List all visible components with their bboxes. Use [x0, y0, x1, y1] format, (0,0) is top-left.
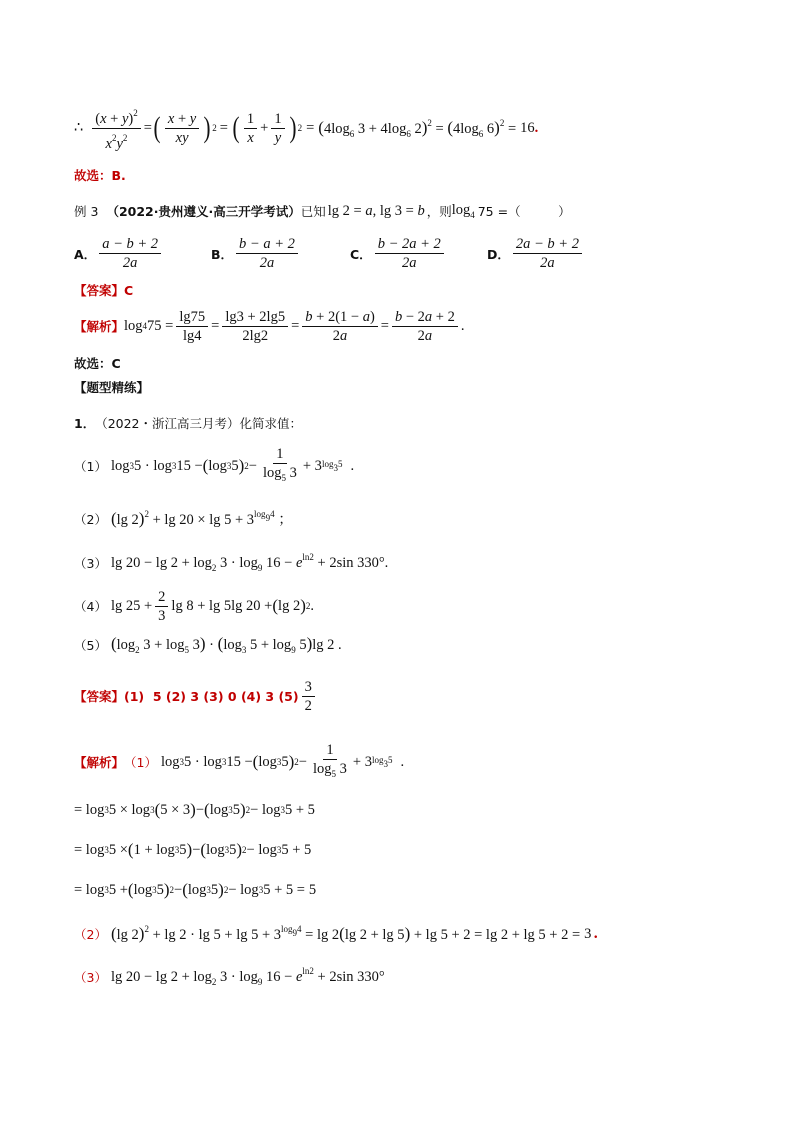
choose-b-line	[74, 166, 734, 184]
analysis-part3-label: （3）	[74, 969, 107, 985]
problem1-answer	[74, 676, 734, 716]
problem1-part2: （2） (lg $2)^2 + \lg 20 \times \lg 5 + 3^{log_94}$ ；	[74, 509, 293, 528]
intro-equation: ∴ $\frac{(x + y)^2}{x^2y^2}$ = ( $\frac{x + y}{xy}$ ) 2 = ( $\frac{1}{x}$ + $\frac{1}{y}$ ) 2 = ($4\log_6$ $3 + 4\log_6$ $2)^2 = (4\log_6$ 6)$^2$ = 16 .	[74, 100, 734, 156]
analysis-step-1: = log 3 5 × log 3 ( 5 × 3 ) − ( log 3 5 ) 2 − log 3 5 + 5	[74, 800, 315, 819]
problem1-part4: （4） lg 25 + $\frac{2}{3}$ lg 8 + lg 5lg 20 + ( lg 2 ) 2 .	[74, 588, 314, 624]
problem1-part1: （1） log 3 5 · log 3 15 − ( log 3 5 ) 2 − $\frac{1}{\log_5 3}$ + 3 $\log_35$ .	[74, 446, 355, 483]
option-c-fraction: $\frac{b - 2a + 2}{2a}$	[375, 236, 444, 271]
fraction-xy-over-xy: $\frac{x + y}{xy}$	[165, 111, 199, 146]
problem1-part3: （3） $\lg 20 - \lg 2 + \log_2 3 \cdot \log_9 16 - e^{ln2} + 2\sin$ 330°.	[74, 552, 389, 573]
problem1-source: （2022・浙江高三月考）	[95, 416, 240, 431]
example3-label: 例 3	[74, 204, 99, 219]
fraction-one-over-x: $\frac{1}{x}$	[244, 111, 257, 146]
option-d-letter: D．	[487, 246, 510, 262]
part2-label: （2）	[74, 511, 107, 527]
example3-prompt: 已知	[300, 204, 326, 219]
problem1-analysis-1: 【解析】 （1） log 3 5 · log 3 15 − ( log 3 5 ) 2 − $\frac{1}{\log_5 3}$ + 3 $\log_35$ .	[74, 742, 405, 779]
analysis-tag: 【解析】	[74, 319, 125, 334]
analysis-step-3: = log 3 5 + ( log 3 5 ) 2 − ( log 3 5 ) 2 − log 3 5 + 5 = 5	[74, 880, 317, 899]
analysis-part3: （3） $\lg 20 - \lg 2 + \log_2 3 \cdot \log_9 16 - e^{ln2} + 2\sin$ 330°	[74, 966, 385, 987]
intro-period: .	[534, 119, 539, 136]
section-title	[74, 378, 734, 396]
problem1-answer-tag: 【答案】	[74, 689, 125, 704]
example3-given: lg 2 = a, lg 3 = b	[327, 202, 425, 219]
answer-value: C	[124, 282, 134, 298]
option-a-fraction: $\frac{a - b + 2}{2a}$	[99, 236, 161, 271]
problem1-task: 化简求值：	[239, 416, 303, 431]
example3-question	[74, 202, 734, 220]
option-b-fraction: $\frac{b - a + 2}{2a}$	[236, 236, 298, 271]
example3-target-arg: 75 =（ ）	[477, 204, 571, 219]
part4-label: （4）	[74, 599, 107, 614]
analysis-step-result: 5	[308, 881, 317, 898]
section-title-text: 【题型精练】	[74, 380, 150, 395]
option-b	[211, 236, 301, 271]
problem1-label: 1．	[74, 416, 96, 431]
example3-source: （2022·贵州遵义·高三开学考试）	[106, 204, 301, 219]
choose-c-line	[74, 354, 734, 372]
analysis-part1-label: （1）	[124, 755, 157, 770]
analysis-part2: （2） (lg $2)^2 + \lg 2 \cdot \lg 5 + \lg 5 + 3^{log_94} = \lg 2(\lg$ 2 + lg 5) + lg 5 + 2 = lg 2 + lg 5 + 2 = 3 .	[74, 924, 599, 943]
intro-result: 16	[520, 119, 535, 136]
problem1-answer-fraction: $\frac{3}{2}$	[302, 679, 315, 714]
example3-analysis: 【解析】 log 4 75 = $\frac{\lg 75}{\lg 4}$ = $\frac{\lg 3 + 2\lg 5}{2\lg 2}$ = $\frac{b + 2(1 - a)}{2a}$ = $\frac{b - 2a + 2}{2a}$ .	[74, 308, 465, 344]
choose-b-text: 故选：B.	[74, 168, 126, 183]
option-d	[487, 236, 585, 271]
example3-target: $\log_4$	[451, 202, 475, 220]
part1-label: （1）	[74, 459, 107, 474]
option-d-fraction: $\frac{2a - b + 2}{2a}$	[513, 236, 582, 271]
example3-ask: ，则	[426, 204, 452, 219]
choose-c-text: 故选：C	[74, 356, 121, 371]
analysis-step-2: = log 3 5 × ( 1 + log 3 5 ) − ( log 3 5 ) 2 − log 3 5 + 5	[74, 840, 312, 859]
fraction-xy-squared: $\frac{(x + y)^2}{x^2y^2}$	[92, 105, 141, 152]
option-c-letter: C．	[350, 246, 372, 262]
part5-label: （5）	[74, 637, 107, 653]
answer-tag: 【答案】	[74, 283, 125, 298]
option-a-letter: A．	[74, 246, 97, 262]
problem1-question	[74, 414, 734, 432]
problem1-analysis-tag: 【解析】	[74, 755, 125, 770]
problem1-answer-text: (1) 5 (2) 3 (3) 0 (4) 3 (5)	[124, 688, 299, 704]
option-b-letter: B．	[211, 246, 234, 262]
therefore-symbol: ∴	[74, 119, 84, 136]
analysis-part2-result: 3	[584, 925, 592, 942]
option-c	[350, 236, 447, 271]
part3-label: （3）	[74, 555, 107, 571]
example3-answer	[74, 281, 734, 299]
analysis-part2-label: （2）	[74, 927, 107, 942]
fraction-one-over-y: $\frac{1}{y}$	[271, 111, 284, 146]
problem1-part5: （5） ($\log_2$ $3 + \log_5 3) \cdot (\log_3$ $5 + \log_9 5)\lg$ 2 .	[74, 634, 342, 655]
option-a	[74, 236, 164, 271]
